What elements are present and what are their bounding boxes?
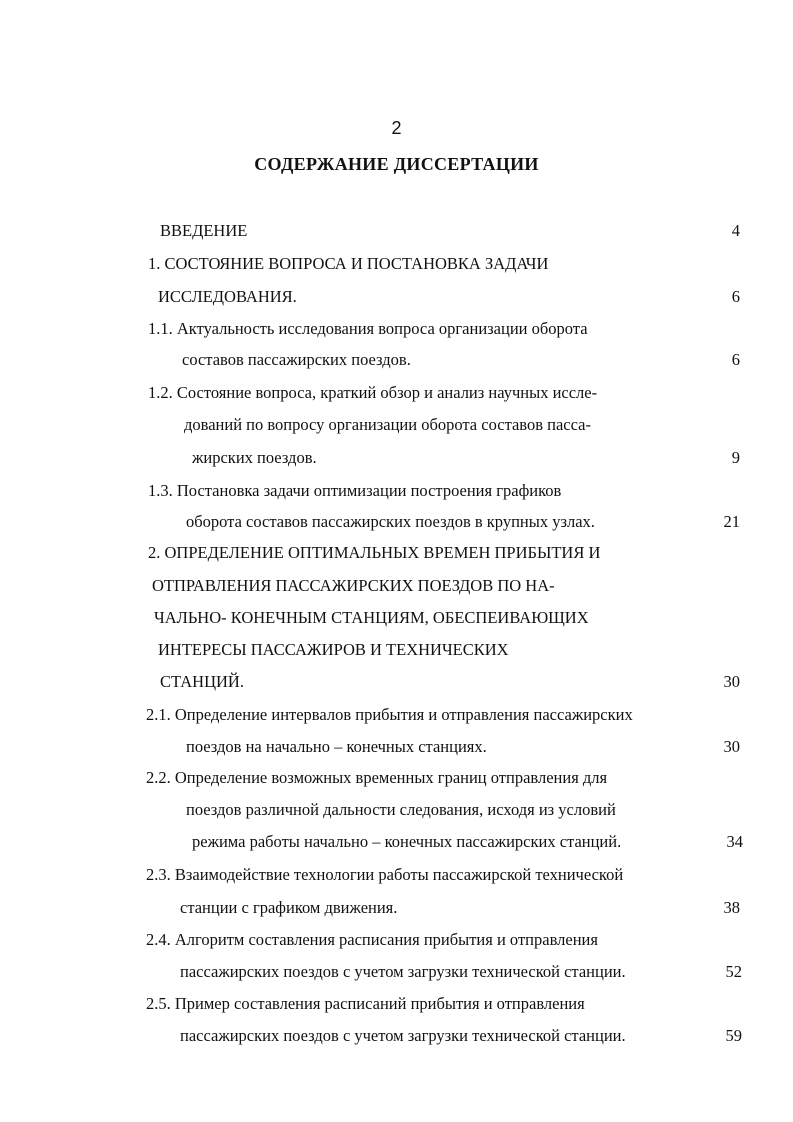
toc-entry-text: поездов различной дальности следования, исходя из условий bbox=[186, 800, 616, 819]
toc-entry-page: 6 bbox=[731, 350, 740, 369]
toc-entry-page: 6 bbox=[731, 287, 740, 306]
toc-entry-text: 2.2. Определение возможных временных границ отправления для bbox=[146, 768, 608, 787]
toc-entry-page: 4 bbox=[731, 221, 740, 240]
toc-entry-text: ИНТЕРЕСЫ ПАССАЖИРОВ И ТЕХНИЧЕСКИХ bbox=[158, 640, 509, 659]
toc-entry-text: станции с графиком движения. bbox=[180, 898, 398, 917]
toc-entry-text: ОТПРАВЛЕНИЯ ПАССАЖИРСКИХ ПОЕЗДОВ ПО НА- bbox=[152, 576, 555, 595]
toc-entry-text: жирских поездов. bbox=[192, 448, 317, 467]
toc-entry-text: ИССЛЕДОВАНИЯ. bbox=[158, 287, 297, 306]
toc-entry-text: 1.2. Состояние вопроса, краткий обзор и анализ научных иссле- bbox=[148, 383, 598, 402]
toc-entry-page: 21 bbox=[723, 512, 740, 531]
page-title: СОДЕРЖАНИЕ ДИССЕРТАЦИИ bbox=[254, 154, 539, 174]
toc-entry-text: поездов на начально – конечных станциях. bbox=[186, 737, 487, 756]
toc-entry-text: 2.4. Алгоритм составления расписания прибытия и отправления bbox=[146, 930, 598, 949]
toc-entry-page: 30 bbox=[723, 737, 740, 756]
toc-entry-text: 2. ОПРЕДЕЛЕНИЕ ОПТИМАЛЬНЫХ ВРЕМЕН ПРИБЫТИЯ И bbox=[148, 543, 601, 562]
toc-entry-page: 30 bbox=[723, 672, 740, 691]
toc-entry-text: 1. СОСТОЯНИЕ ВОПРОСА И ПОСТАНОВКА ЗАДАЧИ bbox=[148, 254, 549, 273]
toc-entry-page: 34 bbox=[726, 832, 743, 851]
toc-entry-page: 52 bbox=[725, 962, 742, 981]
page-number: 2 bbox=[391, 118, 402, 138]
toc-entry-text: ВВЕДЕНИЕ bbox=[160, 221, 248, 240]
toc-entry-text: СТАНЦИЙ. bbox=[160, 672, 244, 691]
toc-entry-text: пассажирских поездов с учетом загрузки технической станции. bbox=[180, 962, 626, 981]
toc-entry-text: дований по вопросу организации оборота составов пасса- bbox=[184, 415, 591, 434]
toc-entry-text: 2.5. Пример составления расписаний прибытия и отправления bbox=[146, 994, 585, 1013]
toc-entry-text: 1.1. Актуальность исследования вопроса организации оборота bbox=[148, 319, 588, 338]
toc-entry-text: 1.3. Постановка задачи оптимизации построения графиков bbox=[148, 481, 562, 500]
toc-entry-text: 2.1. Определение интервалов прибытия и отправления пассажирских bbox=[146, 705, 633, 724]
toc-entry-page: 59 bbox=[725, 1026, 742, 1045]
toc-entry-text: 2.3. Взаимодействие технологии работы пассажирской технической bbox=[146, 865, 624, 884]
toc-entry-text: ЧАЛЬНО- КОНЕЧНЫМ СТАНЦИЯМ, ОБЕСПЕИВАЮЩИХ bbox=[154, 608, 589, 627]
toc-entry-text: пассажирских поездов с учетом загрузки технической станции. bbox=[180, 1026, 626, 1045]
toc-entry-text: оборота составов пассажирских поездов в крупных узлах. bbox=[186, 512, 595, 531]
toc-entry-page: 9 bbox=[731, 448, 740, 467]
toc-entry-text: режима работы начально – конечных пассажирских станций. bbox=[192, 832, 622, 851]
toc-entry-text: составов пассажирских поездов. bbox=[182, 350, 411, 369]
toc-entry-page: 38 bbox=[723, 898, 740, 917]
